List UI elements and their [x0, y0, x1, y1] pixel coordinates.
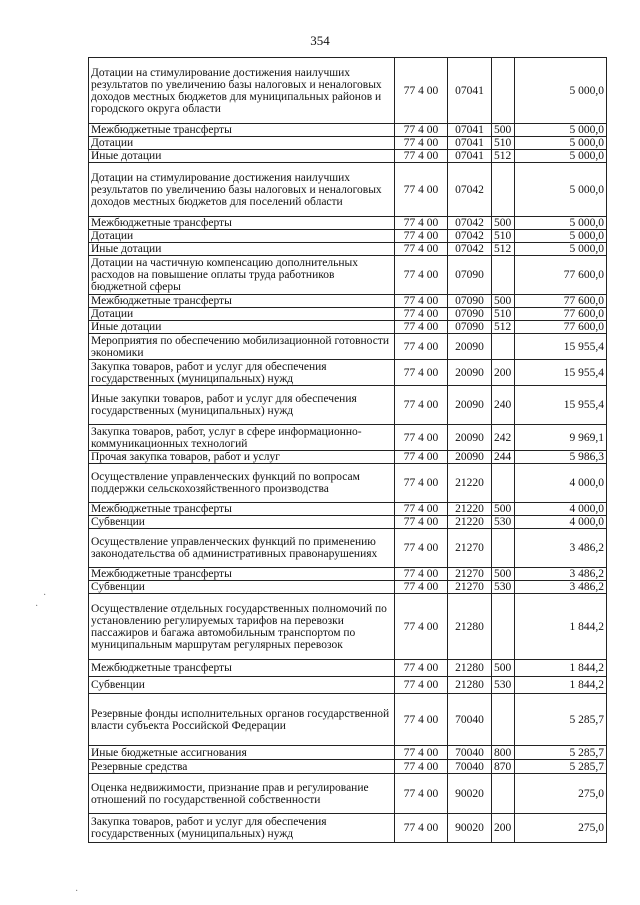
cell-name: Резервные фонды исполнительных органов государственной власти субъекта Российской Федерации — [89, 694, 395, 746]
cell-sum: 1 844,2 — [515, 594, 607, 660]
table-row — [89, 243, 607, 256]
cell-sub: 07090 — [448, 308, 492, 321]
cell-code: 77 4 00 — [395, 774, 448, 814]
cell-sub: 20090 — [448, 425, 492, 451]
table-row — [89, 295, 607, 308]
cell-name: Иные дотации — [89, 150, 395, 163]
table-row — [89, 594, 607, 660]
cell-name: Дотации — [89, 308, 395, 321]
table-row — [89, 360, 607, 386]
table-row — [89, 334, 607, 360]
cell-name: Дотации — [89, 230, 395, 243]
cell-name: Дотации на частичную компенсацию дополнительных расходов на повышение оплаты труда работников бюджетной сферы — [89, 256, 395, 295]
cell-name: Резервные средства — [89, 760, 395, 774]
table-row — [89, 321, 607, 334]
cell-type: 800 — [492, 746, 515, 760]
cell-code: 77 4 00 — [395, 694, 448, 746]
cell-type — [492, 256, 515, 295]
cell-sub: 70040 — [448, 694, 492, 746]
cell-type: 510 — [492, 137, 515, 150]
cell-sub: 20090 — [448, 334, 492, 360]
cell-sum: 77 600,0 — [515, 256, 607, 295]
cell-type: 510 — [492, 230, 515, 243]
cell-type — [492, 774, 515, 814]
cell-type: 500 — [492, 568, 515, 581]
cell-type: 500 — [492, 660, 515, 677]
cell-code: 77 4 00 — [395, 150, 448, 163]
table-row — [89, 581, 607, 594]
cell-sub: 07042 — [448, 217, 492, 230]
cell-sum: 77 600,0 — [515, 295, 607, 308]
table-row — [89, 386, 607, 425]
cell-sub: 21220 — [448, 503, 492, 516]
cell-type: 530 — [492, 677, 515, 694]
cell-name: Межбюджетные трансферты — [89, 124, 395, 137]
cell-code: 77 4 00 — [395, 464, 448, 503]
cell-name: Дотации — [89, 137, 395, 150]
cell-type: 512 — [492, 150, 515, 163]
cell-name: Иные дотации — [89, 243, 395, 256]
cell-type: 870 — [492, 760, 515, 774]
table-row — [89, 308, 607, 321]
cell-name: Иные дотации — [89, 321, 395, 334]
table-row — [89, 760, 607, 774]
cell-type: 530 — [492, 516, 515, 529]
cell-sub: 21220 — [448, 464, 492, 503]
cell-code: 77 4 00 — [395, 568, 448, 581]
cell-sum: 5 285,7 — [515, 746, 607, 760]
cell-type — [492, 694, 515, 746]
cell-sub: 07090 — [448, 256, 492, 295]
cell-sum: 1 844,2 — [515, 660, 607, 677]
cell-code: 77 4 00 — [395, 334, 448, 360]
table-row — [89, 694, 607, 746]
cell-sum: 77 600,0 — [515, 308, 607, 321]
cell-sum: 5 285,7 — [515, 760, 607, 774]
table-row — [89, 774, 607, 814]
cell-sub: 07041 — [448, 137, 492, 150]
cell-sub: 21270 — [448, 529, 492, 568]
cell-sub: 20090 — [448, 360, 492, 386]
cell-sum: 5 000,0 — [515, 230, 607, 243]
cell-name: Осуществление управленческих функций по вопросам поддержки сельскохозяйственного производства — [89, 464, 395, 503]
cell-name: Дотации на стимулирование достижения наилучших результатов по увеличению базы налоговых и неналоговых доходов местных бюджетов для поселений области — [89, 163, 395, 217]
cell-code: 77 4 00 — [395, 163, 448, 217]
cell-sum: 275,0 — [515, 774, 607, 814]
cell-sub: 70040 — [448, 746, 492, 760]
cell-name: Оценка недвижимости, признание прав и регулирование отношений по государственной собственности — [89, 774, 395, 814]
cell-code: 77 4 00 — [395, 230, 448, 243]
cell-type — [492, 58, 515, 124]
cell-sub: 90020 — [448, 774, 492, 814]
cell-sum: 5 000,0 — [515, 243, 607, 256]
cell-code: 77 4 00 — [395, 451, 448, 464]
cell-code: 77 4 00 — [395, 516, 448, 529]
cell-type: 500 — [492, 295, 515, 308]
cell-sum: 4 000,0 — [515, 516, 607, 529]
cell-type: 244 — [492, 451, 515, 464]
cell-type: 512 — [492, 243, 515, 256]
cell-type: 500 — [492, 503, 515, 516]
cell-sub: 21270 — [448, 568, 492, 581]
table-row — [89, 746, 607, 760]
cell-type — [492, 594, 515, 660]
cell-sub: 90020 — [448, 814, 492, 843]
cell-code: 77 4 00 — [395, 137, 448, 150]
cell-sub: 21220 — [448, 516, 492, 529]
cell-name: Субвенции — [89, 581, 395, 594]
table-row — [89, 137, 607, 150]
cell-code: 77 4 00 — [395, 529, 448, 568]
budget-table-body — [89, 58, 607, 843]
cell-code: 77 4 00 — [395, 814, 448, 843]
cell-sum: 5 000,0 — [515, 150, 607, 163]
cell-sub: 07042 — [448, 243, 492, 256]
cell-sub: 07042 — [448, 230, 492, 243]
cell-name: Межбюджетные трансферты — [89, 295, 395, 308]
cell-name: Субвенции — [89, 677, 395, 694]
cell-code: 77 4 00 — [395, 58, 448, 124]
table-row — [89, 230, 607, 243]
cell-name: Межбюджетные трансферты — [89, 217, 395, 230]
cell-sub: 07041 — [448, 58, 492, 124]
cell-sub: 21280 — [448, 677, 492, 694]
cell-sum: 275,0 — [515, 814, 607, 843]
cell-name: Мероприятия по обеспечению мобилизационной готовности экономики — [89, 334, 395, 360]
cell-sum: 15 955,4 — [515, 334, 607, 360]
cell-type: 240 — [492, 386, 515, 425]
cell-code: 77 4 00 — [395, 321, 448, 334]
cell-sub: 07041 — [448, 124, 492, 137]
cell-sub: 20090 — [448, 386, 492, 425]
table-row — [89, 568, 607, 581]
cell-name: Закупка товаров, работ, услуг в сфере информационно-коммуникационных технологий — [89, 425, 395, 451]
cell-name: Субвенции — [89, 516, 395, 529]
cell-type — [492, 464, 515, 503]
cell-sum: 5 000,0 — [515, 163, 607, 217]
cell-type: 510 — [492, 308, 515, 321]
cell-name: Межбюджетные трансферты — [89, 503, 395, 516]
cell-sum: 5 000,0 — [515, 58, 607, 124]
cell-type — [492, 334, 515, 360]
cell-code: 77 4 00 — [395, 243, 448, 256]
table-row — [89, 163, 607, 217]
cell-code: 77 4 00 — [395, 581, 448, 594]
cell-type: 500 — [492, 217, 515, 230]
cell-code: 77 4 00 — [395, 256, 448, 295]
cell-sum: 4 000,0 — [515, 503, 607, 516]
margin-mark: · — [75, 886, 79, 897]
table-row — [89, 660, 607, 677]
cell-sum: 3 486,2 — [515, 568, 607, 581]
table-row — [89, 814, 607, 843]
cell-code: 77 4 00 — [395, 386, 448, 425]
table-row — [89, 256, 607, 295]
cell-code: 77 4 00 — [395, 217, 448, 230]
cell-name: Межбюджетные трансферты — [89, 568, 395, 581]
cell-name: Дотации на стимулирование достижения наилучших результатов по увеличению базы налоговых и неналоговых доходов местных бюджетов для муниципальных районов и городского округа области — [89, 58, 395, 124]
margin-mark: · — [43, 590, 47, 601]
cell-name: Иные закупки товаров, работ и услуг для обеспечения государственных (муниципальных) нужд — [89, 386, 395, 425]
table-row — [89, 217, 607, 230]
cell-code: 77 4 00 — [395, 124, 448, 137]
table-row — [89, 464, 607, 503]
cell-code: 77 4 00 — [395, 503, 448, 516]
cell-type — [492, 529, 515, 568]
cell-name: Межбюджетные трансферты — [89, 660, 395, 677]
cell-sum: 1 844,2 — [515, 677, 607, 694]
cell-name: Осуществление управленческих функций по применению законодательства об административных правонарушениях — [89, 529, 395, 568]
cell-code: 77 4 00 — [395, 760, 448, 774]
cell-code: 77 4 00 — [395, 295, 448, 308]
cell-sub: 70040 — [448, 760, 492, 774]
cell-sub: 07090 — [448, 295, 492, 308]
cell-code: 77 4 00 — [395, 425, 448, 451]
cell-type: 200 — [492, 360, 515, 386]
table-row — [89, 677, 607, 694]
table-row — [89, 425, 607, 451]
cell-sum: 15 955,4 — [515, 360, 607, 386]
cell-sub: 07042 — [448, 163, 492, 217]
cell-sub: 07090 — [448, 321, 492, 334]
cell-sub: 21280 — [448, 594, 492, 660]
table-row — [89, 451, 607, 464]
budget-table — [88, 57, 607, 843]
cell-code: 77 4 00 — [395, 660, 448, 677]
cell-sum: 9 969,1 — [515, 425, 607, 451]
cell-sub: 21280 — [448, 660, 492, 677]
cell-name: Прочая закупка товаров, работ и услуг — [89, 451, 395, 464]
cell-type: 530 — [492, 581, 515, 594]
cell-sum: 15 955,4 — [515, 386, 607, 425]
cell-sum: 5 000,0 — [515, 217, 607, 230]
margin-mark: · — [35, 601, 39, 612]
cell-sub: 20090 — [448, 451, 492, 464]
cell-name: Закупка товаров, работ и услуг для обеспечения государственных (муниципальных) нужд — [89, 360, 395, 386]
cell-sum: 3 486,2 — [515, 581, 607, 594]
cell-name: Осуществление отдельных государственных полномочий по установлению регулируемых тарифов на перевозки пассажиров и багажа автомобильным транспортом по муниципальным маршрутам регулярных перевозок — [89, 594, 395, 660]
cell-type: 500 — [492, 124, 515, 137]
cell-code: 77 4 00 — [395, 308, 448, 321]
table-row — [89, 58, 607, 124]
page-number: 354 — [310, 33, 330, 48]
cell-code: 77 4 00 — [395, 594, 448, 660]
cell-name: Закупка товаров, работ и услуг для обеспечения государственных (муниципальных) нужд — [89, 814, 395, 843]
table-row — [89, 150, 607, 163]
table-row — [89, 516, 607, 529]
cell-sub: 21270 — [448, 581, 492, 594]
cell-code: 77 4 00 — [395, 360, 448, 386]
cell-type: 200 — [492, 814, 515, 843]
cell-type: 242 — [492, 425, 515, 451]
table-row — [89, 503, 607, 516]
cell-name: Иные бюджетные ассигнования — [89, 746, 395, 760]
cell-code: 77 4 00 — [395, 746, 448, 760]
cell-type — [492, 163, 515, 217]
cell-sum: 5 285,7 — [515, 694, 607, 746]
cell-code: 77 4 00 — [395, 677, 448, 694]
cell-sum: 4 000,0 — [515, 464, 607, 503]
cell-sub: 07041 — [448, 150, 492, 163]
cell-type: 512 — [492, 321, 515, 334]
table-row — [89, 529, 607, 568]
cell-sum: 5 000,0 — [515, 137, 607, 150]
cell-sum: 5 986,3 — [515, 451, 607, 464]
cell-sum: 77 600,0 — [515, 321, 607, 334]
cell-sum: 5 000,0 — [515, 124, 607, 137]
table-row — [89, 124, 607, 137]
cell-sum: 3 486,2 — [515, 529, 607, 568]
